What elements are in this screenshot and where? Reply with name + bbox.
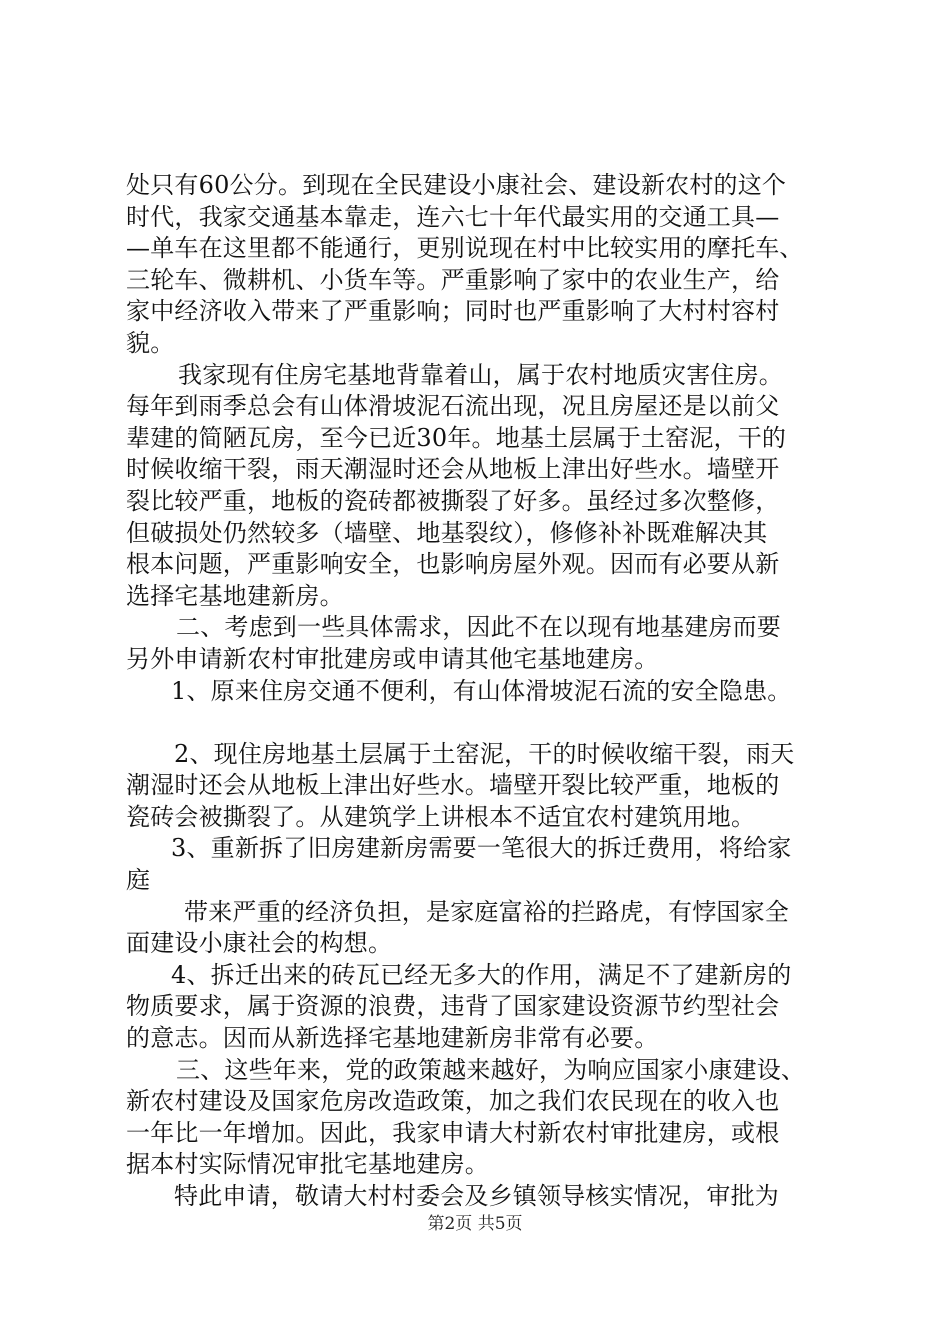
text-line: 潮湿时还会从地板上津出好些水。墙壁开裂比较严重，地板的 bbox=[126, 771, 780, 800]
text-line: 处只有60公分。到现在全民建设小康社会、建设新农村的这个 bbox=[126, 171, 787, 199]
body-text bbox=[126, 170, 832, 1213]
text-line: 的意志。因而从新选择宅基地建新房非常有必要。 bbox=[126, 1024, 659, 1053]
text-line: 裂比较严重，地板的瓷砖都被撕裂了好多。虽经过多次整修， bbox=[126, 486, 780, 515]
text-line: 瓷砖会被撕裂了。从建筑学上讲根本不适宜农村建筑用地。 bbox=[126, 802, 756, 831]
text-line: 三轮车、微耕机、小货车等。严重影响了家中的农业生产，给 bbox=[126, 265, 780, 294]
text-line: 时候收缩干裂，雨天潮湿时还会从地板上津出好些水。墙壁开 bbox=[126, 455, 780, 484]
text-line: 据本村实际情况审批宅基地建房。 bbox=[126, 1150, 489, 1179]
list-item-2: 2、现住房地基土层属于土窑泥，干的时候收缩干裂，雨天 bbox=[174, 739, 795, 768]
text-line: 新农村建设及国家危房改造政策，加之我们农民现在的收入也 bbox=[126, 1087, 780, 1116]
text-line: 一年比一年增加。因此，我家申请大村新农村审批建房，或根 bbox=[126, 1118, 780, 1147]
page-number-footer: 第2页 共5页 bbox=[427, 1214, 523, 1234]
paragraph-start: 我家现有住房宅基地背靠着山，属于农村地质灾害住房。 bbox=[178, 360, 783, 389]
text-line: 辈建的简陋瓦房，至今已近30年。地基土层属于土窑泥，干的 bbox=[126, 423, 787, 452]
text-line: 选择宅基地建新房。 bbox=[126, 581, 344, 610]
list-item-1: 1、原来住房交通不便利，有山体滑坡泥石流的安全隐患。 bbox=[171, 676, 792, 705]
text-line: 物质要求，属于资源的浪费，违背了国家建设资源节约型社会 bbox=[126, 992, 780, 1021]
text-line: 每年到雨季总会有山体滑坡泥石流出现，况且房屋还是以前父 bbox=[126, 392, 780, 421]
blank-line bbox=[126, 707, 832, 739]
text-line: 貌。 bbox=[126, 328, 175, 357]
section-heading-3: 三、这些年来，党的政策越来越好，为响应国家小康建设、 bbox=[176, 1055, 806, 1084]
text-line: 另外申请新农村审批建房或申请其他宅基地建房。 bbox=[126, 644, 659, 673]
text-line: 根本问题，严重影响安全，也影响房屋外观。因而有必要从新 bbox=[126, 550, 780, 579]
section-heading-2: 二、考虑到一些具体需求，因此不在以现有地基建房而要 bbox=[176, 613, 781, 642]
text-line: 时代，我家交通基本靠走，连六七十年代最实用的交通工具— bbox=[126, 202, 780, 231]
text-line: 面建设小康社会的构想。 bbox=[126, 929, 393, 958]
text-line: 但破损处仍然较多（墙壁、地基裂纹），修修补补既难解决其 bbox=[126, 518, 768, 547]
list-item-3: 3、重新拆了旧房建新房需要一笔很大的拆迁费用，将给家 bbox=[171, 834, 792, 863]
text-line: —单车在这里都不能通行，更别说现在村中比较实用的摩托车、 bbox=[126, 234, 804, 263]
list-item-4: 4、拆迁出来的砖瓦已经无多大的作用，满足不了建新房的 bbox=[171, 960, 792, 989]
text-line: 带来严重的经济负担，是家庭富裕的拦路虎，有悖国家全 bbox=[184, 897, 789, 926]
text-line: 庭 bbox=[126, 866, 151, 895]
text-line: 家中经济收入带来了严重影响；同时也严重影响了大村村容村 bbox=[126, 297, 780, 326]
closing-line: 特此申请，敬请大村村委会及乡镇领导核实情况，审批为 bbox=[174, 1182, 779, 1210]
